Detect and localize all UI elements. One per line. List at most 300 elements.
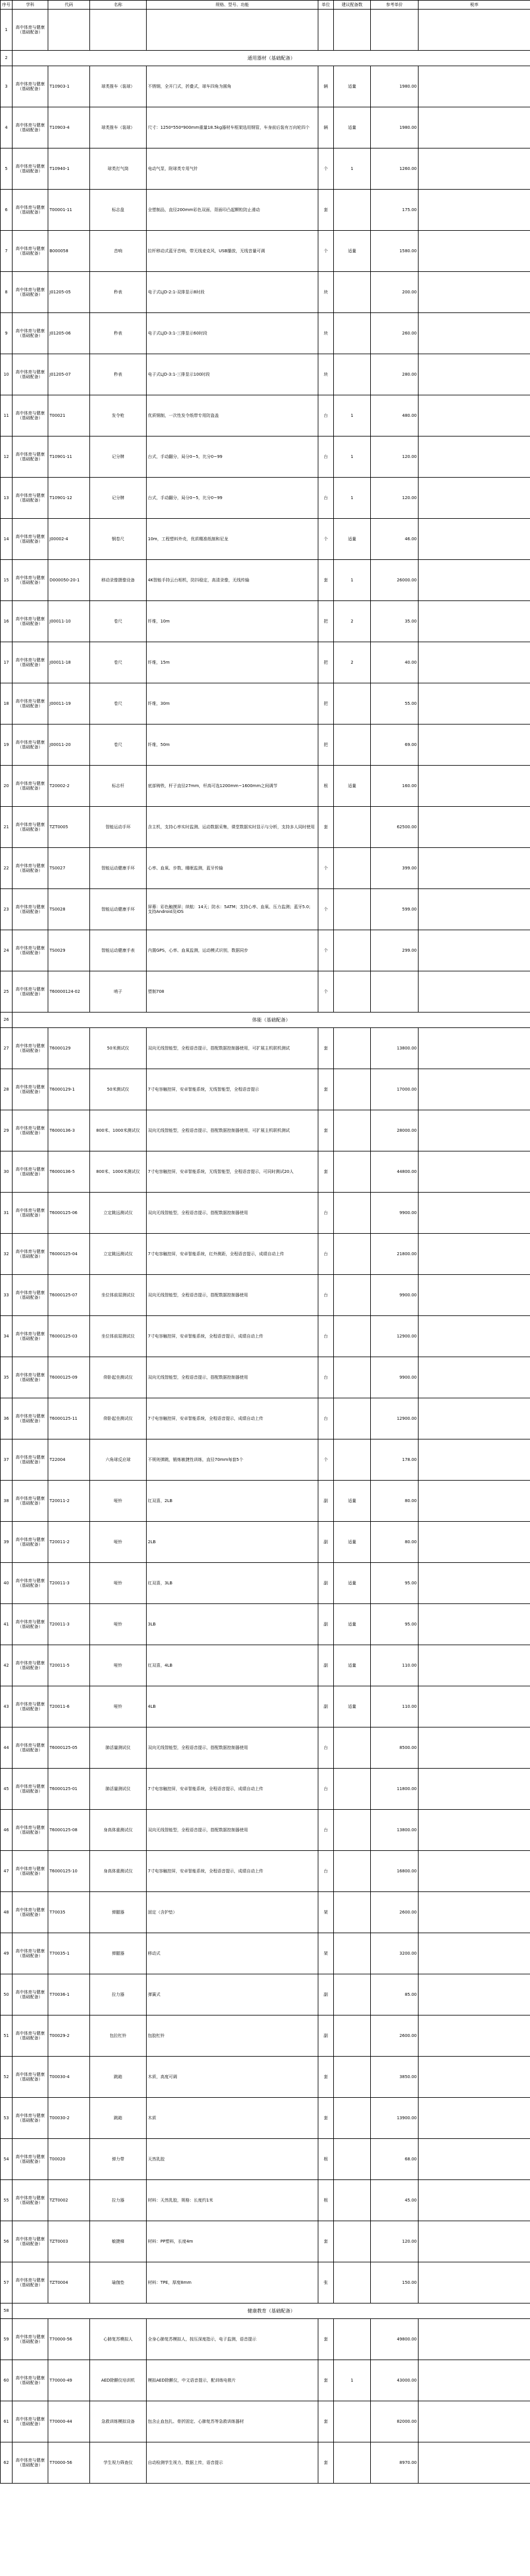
cell-name: 标志杆	[90, 766, 147, 807]
cell-spec: 纤维，50m	[147, 724, 318, 766]
table-row	[1, 1851, 530, 1892]
cell-subject: 高中体育与健康（基础配备）	[13, 930, 48, 971]
cell-subject: 高中体育与健康（基础配备）	[13, 1563, 48, 1604]
cell-qty: 适量	[334, 1686, 371, 1727]
cell-name: 敏捷梯	[90, 2221, 147, 2262]
cell-unit: 台	[318, 395, 334, 436]
cell-qty	[334, 889, 371, 930]
cell-code: T20011-5	[48, 1645, 90, 1686]
cell-code: T6000129	[48, 1028, 90, 1069]
cell-unit: 根	[318, 766, 334, 807]
cell-qty	[334, 971, 371, 1013]
cell-qty	[334, 2221, 371, 2262]
cell-subject: 高中体育与健康（基础配备）	[13, 519, 48, 560]
table-row	[1, 2262, 530, 2303]
cell-unit: 个	[318, 231, 334, 272]
cell-subject: 高中体育与健康（基础配备）	[13, 107, 48, 148]
cell-qty	[334, 1275, 371, 1316]
cell-code: B000058	[48, 231, 90, 272]
table-row	[1, 313, 530, 354]
cell-spec: 红双喜，4LB	[147, 1645, 318, 1686]
cell-spec: 底部铸铁，杆子直径27mm，杆高可选1200mm~1600mm之间调节	[147, 766, 318, 807]
cell-tax	[419, 1275, 530, 1316]
cell-unit: 台	[318, 1275, 334, 1316]
cell-price: 150.00	[371, 2262, 419, 2303]
cell-qty: 适量	[334, 1481, 371, 1522]
cell-subject: 高中体育与健康（基础配备）	[13, 313, 48, 354]
cell-qty	[334, 1933, 371, 1974]
cell-seq: 4	[1, 107, 13, 148]
cell-spec: 屏幕：彩色触摸屏；续航：14天；防水：5ATM；支持心率、血氧、压力监测；蓝牙5.0；支持Android及iOS	[147, 889, 318, 930]
cell-subject: 高中体育与健康（基础配备）	[13, 601, 48, 642]
cell-name: 50米测试仪	[90, 1069, 147, 1110]
cell-price: 120.00	[371, 2221, 419, 2262]
cell-subject: 高中体育与健康（基础配备）	[13, 560, 48, 601]
cell-tax	[419, 1398, 530, 1439]
cell-tax	[419, 1769, 530, 1810]
cell-unit: 把	[318, 642, 334, 683]
table-row	[1, 2360, 530, 2401]
cell-qty	[334, 1892, 371, 1933]
cell-name: 卷尺	[90, 642, 147, 683]
cell-tax	[419, 642, 530, 683]
cell-qty	[334, 1110, 371, 1151]
cell-seq: 26	[1, 1013, 13, 1028]
cell-price: 85.00	[371, 1974, 419, 2015]
table-row	[1, 1234, 530, 1275]
cell-unit: 台	[318, 436, 334, 478]
cell-price: 9900.00	[371, 1357, 419, 1398]
cell-qty	[334, 1810, 371, 1851]
cell-tax	[419, 2098, 530, 2139]
cell-spec: 塑制708	[147, 971, 318, 1013]
table-row	[1, 1604, 530, 1645]
cell-seq: 62	[1, 2442, 13, 2484]
cell-tax	[419, 560, 530, 601]
cell-subject: 高中体育与健康（基础配备）	[13, 2262, 48, 2303]
cell-qty	[334, 1769, 371, 1810]
cell-spec: 含主机，支持心率实时监测、运动数据采集，课堂数据实时显示与分析，支持多人同时使用	[147, 807, 318, 848]
cell-price: 62500.00	[371, 807, 419, 848]
cell-code: J00011-10	[48, 601, 90, 642]
cell-tax	[419, 1604, 530, 1645]
cell-qty: 1	[334, 436, 371, 478]
cell-price: 260.00	[371, 313, 419, 354]
table-row	[1, 1727, 530, 1769]
cell-code: TZT0004	[48, 2262, 90, 2303]
cell-price: 2600.00	[371, 2015, 419, 2057]
cell-name: 球类推车（装球）	[90, 66, 147, 107]
cell-unit: 副	[318, 1481, 334, 1522]
cell-code: T00021	[48, 395, 90, 436]
cell-name: 智能运动健康手表	[90, 930, 147, 971]
cell-seq: 12	[1, 436, 13, 478]
cell-name: 智能运动健康手环	[90, 889, 147, 930]
cell-code: T6000125-10	[48, 1851, 90, 1892]
cell-name: 身高体重测试仪	[90, 1851, 147, 1892]
cell-code: T20011-2	[48, 1481, 90, 1522]
cell-unit: 套	[318, 1151, 334, 1193]
cell-price: 160.00	[371, 766, 419, 807]
cell-tax	[419, 1481, 530, 1522]
table-row	[1, 2221, 530, 2262]
cell-seq: 33	[1, 1275, 13, 1316]
cell-tax	[419, 231, 530, 272]
header-code: 代码	[48, 1, 90, 10]
cell-qty: 1	[334, 2360, 371, 2401]
cell-price: 399.00	[371, 848, 419, 889]
table-row	[1, 1974, 530, 2015]
table-row	[1, 2401, 530, 2442]
cell-unit: 套	[318, 2098, 334, 2139]
cell-price: 28000.00	[371, 1110, 419, 1151]
cell-subject: 高中体育与健康（基础配备）	[13, 889, 48, 930]
cell-qty	[334, 1069, 371, 1110]
cell-code: T6000136-3	[48, 1110, 90, 1151]
cell-subject: 高中体育与健康（基础配备）	[13, 2098, 48, 2139]
cell-tax	[419, 766, 530, 807]
cell-tax	[419, 10, 530, 51]
cell-code: T6000125-07	[48, 1275, 90, 1316]
cell-code: T6000129-1	[48, 1069, 90, 1110]
table-row	[1, 848, 530, 889]
table-row	[1, 1481, 530, 1522]
cell-unit: 架	[318, 1892, 334, 1933]
cell-name: 800米、1000米测试仪	[90, 1110, 147, 1151]
cell-qty	[334, 2098, 371, 2139]
cell-name: 哑铃	[90, 1563, 147, 1604]
table-row	[1, 107, 530, 148]
cell-tax	[419, 190, 530, 231]
cell-unit: 台	[318, 1398, 334, 1439]
cell-unit: 台	[318, 1193, 334, 1234]
cell-subject: 高中体育与健康（基础配备）	[13, 1028, 48, 1069]
cell-subject: 高中体育与健康（基础配备）	[13, 1069, 48, 1110]
cell-unit: 把	[318, 601, 334, 642]
cell-seq: 5	[1, 148, 13, 190]
cell-seq: 41	[1, 1604, 13, 1645]
cell-qty	[334, 2262, 371, 2303]
cell-price: 9900.00	[371, 1275, 419, 1316]
cell-seq: 39	[1, 1522, 13, 1563]
cell-seq: 56	[1, 2221, 13, 2262]
cell-tax	[419, 395, 530, 436]
cell-price: 44800.00	[371, 1151, 419, 1193]
cell-code: D000050-20-1	[48, 560, 90, 601]
cell-subject: 高中体育与健康（基础配备）	[13, 1686, 48, 1727]
cell-seq: 43	[1, 1686, 13, 1727]
cell-qty	[334, 1028, 371, 1069]
cell-name: 心肺复苏模拟人	[90, 2319, 147, 2360]
cell-code: T20011-6	[48, 1686, 90, 1727]
cell-tax	[419, 354, 530, 395]
header-name: 名称	[90, 1, 147, 10]
cell-name: 50米测试仪	[90, 1028, 147, 1069]
table-row	[1, 1439, 530, 1481]
cell-unit: 套	[318, 807, 334, 848]
cell-spec: 电子式LJD-2:1-双排显示8时段	[147, 272, 318, 313]
cell-subject: 高中体育与健康（基础配备）	[13, 231, 48, 272]
cell-qty	[334, 683, 371, 724]
cell-qty	[334, 354, 371, 395]
cell-code: T22004	[48, 1439, 90, 1481]
cell-spec: 电子式LJD-3:1-三排显示100时段	[147, 354, 318, 395]
cell-code: T20002-2	[48, 766, 90, 807]
cell-unit: 台	[318, 1357, 334, 1398]
cell-code: J00011-18	[48, 642, 90, 683]
table-header	[1, 1, 530, 10]
cell-price: 13800.00	[371, 1028, 419, 1069]
cell-code: T00001-11	[48, 190, 90, 231]
cell-code: T10903-4	[48, 107, 90, 148]
cell-subject: 高中体育与健康（基础配备）	[13, 1727, 48, 1769]
cell-subject: 高中体育与健康（基础配备）	[13, 1810, 48, 1851]
cell-spec: 天然乳胶	[147, 2139, 318, 2180]
cell-spec: 弹簧式	[147, 1974, 318, 2015]
cell-subject: 高中体育与健康（基础配备）	[13, 2360, 48, 2401]
cell-subject: 高中体育与健康（基础配备）	[13, 1110, 48, 1151]
cell-code: T70035-1	[48, 1933, 90, 1974]
cell-code: TS0029	[48, 930, 90, 971]
cell-qty: 2	[334, 601, 371, 642]
cell-subject: 高中体育与健康（基础配备）	[13, 2221, 48, 2262]
cell-code: T60000124-02	[48, 971, 90, 1013]
cell-qty: 适量	[334, 231, 371, 272]
cell-spec: 心率、血氧、步数、睡眠监测，蓝牙传输	[147, 848, 318, 889]
cell-unit: 台	[318, 1851, 334, 1892]
cell-name: 急救训练模拟设备	[90, 2401, 147, 2442]
cell-unit: 个	[318, 148, 334, 190]
cell-spec: 不锈钢，全开门式，折叠式，球车四角为圆角	[147, 66, 318, 107]
cell-name: 弹腿器	[90, 1892, 147, 1933]
cell-code: T20011-2	[48, 1522, 90, 1563]
cell-price: 35.00	[371, 601, 419, 642]
cell-code: J00011-19	[48, 683, 90, 724]
cell-seq: 48	[1, 1892, 13, 1933]
cell-subject: 高中体育与健康（基础配备）	[13, 2180, 48, 2221]
cell-tax	[419, 1069, 530, 1110]
cell-unit: 台	[318, 1810, 334, 1851]
cell-name: 球类打气筒	[90, 148, 147, 190]
cell-price: 13900.00	[371, 2098, 419, 2139]
cell-spec: 双向无线智能型，全程语音提示，搭配数据控制器使用	[147, 1357, 318, 1398]
cell-subject: 高中体育与健康（基础配备）	[13, 478, 48, 519]
header-seq: 序号	[1, 1, 13, 10]
cell-name: 秒表	[90, 272, 147, 313]
cell-seq: 10	[1, 354, 13, 395]
cell-code: J00002-4	[48, 519, 90, 560]
cell-spec: 台式，手动翻分，局分0~5，比分0~99	[147, 478, 318, 519]
cell-name: 记分牌	[90, 436, 147, 478]
cell-tax	[419, 1110, 530, 1151]
cell-price: 11800.00	[371, 1769, 419, 1810]
cell-qty: 1	[334, 560, 371, 601]
cell-code: T20011-3	[48, 1563, 90, 1604]
cell-spec: 包胶杠铃	[147, 2015, 318, 2057]
cell-seq: 23	[1, 889, 13, 930]
cell-seq: 27	[1, 1028, 13, 1069]
cell-qty	[334, 2015, 371, 2057]
cell-qty: 1	[334, 148, 371, 190]
cell-qty	[334, 807, 371, 848]
cell-subject: 高中体育与健康（基础配备）	[13, 272, 48, 313]
header-spec: 规格、型号、功能	[147, 1, 318, 10]
cell-tax	[419, 1193, 530, 1234]
cell-tax	[419, 807, 530, 848]
cell-unit: 副	[318, 1563, 334, 1604]
cell-seq: 54	[1, 2139, 13, 2180]
cell-unit: 副	[318, 1604, 334, 1645]
cell-price: 26000.00	[371, 560, 419, 601]
cell-tax	[419, 848, 530, 889]
cell-seq: 8	[1, 272, 13, 313]
table-row	[1, 1275, 530, 1316]
cell-seq: 24	[1, 930, 13, 971]
cell-qty	[334, 1316, 371, 1357]
cell-seq: 37	[1, 1439, 13, 1481]
cell-price: 12900.00	[371, 1316, 419, 1357]
section-title: 健康教育（基础配备）	[13, 2303, 530, 2319]
cell-price: 280.00	[371, 354, 419, 395]
cell-price: 95.00	[371, 1563, 419, 1604]
cell-name: AED除颤仪培训机	[90, 2360, 147, 2401]
table-row	[1, 560, 530, 601]
cell-subject: 高中体育与健康（基础配备）	[13, 724, 48, 766]
cell-tax	[419, 1933, 530, 1974]
table-row	[1, 2015, 530, 2057]
cell-spec: 包含止血包扎、骨折固定、心肺复苏等急救训练器材	[147, 2401, 318, 2442]
cell-seq: 21	[1, 807, 13, 848]
cell-seq: 22	[1, 848, 13, 889]
cell-seq: 34	[1, 1316, 13, 1357]
cell-qty	[334, 2319, 371, 2360]
table-row	[1, 2057, 530, 2098]
cell-unit: 副	[318, 1686, 334, 1727]
cell-tax	[419, 601, 530, 642]
cell-spec	[147, 10, 318, 51]
cell-subject: 高中体育与健康（基础配备）	[13, 1974, 48, 2015]
cell-spec: 4LB	[147, 1686, 318, 1727]
cell-tax	[419, 2319, 530, 2360]
cell-price: 175.00	[371, 190, 419, 231]
cell-qty	[334, 190, 371, 231]
cell-seq: 46	[1, 1810, 13, 1851]
cell-spec: 内置GPS，心率、血氧监测，运动模式识别，数据同步	[147, 930, 318, 971]
cell-code: T6000125-03	[48, 1316, 90, 1357]
cell-price: 120.00	[371, 478, 419, 519]
cell-name: 哨子	[90, 971, 147, 1013]
cell-seq: 36	[1, 1398, 13, 1439]
cell-seq: 49	[1, 1933, 13, 1974]
cell-unit: 套	[318, 1028, 334, 1069]
cell-qty	[334, 313, 371, 354]
cell-qty	[334, 1398, 371, 1439]
cell-code: TS0027	[48, 848, 90, 889]
cell-price: 8970.00	[371, 2442, 419, 2484]
cell-subject: 高中体育与健康（基础配备）	[13, 190, 48, 231]
cell-tax	[419, 2401, 530, 2442]
cell-code: T00030-2	[48, 2098, 90, 2139]
table-row	[1, 478, 530, 519]
cell-code: T6000125-11	[48, 1398, 90, 1439]
cell-name: 弹腿器	[90, 1933, 147, 1974]
cell-name: 发令枪	[90, 395, 147, 436]
cell-tax	[419, 1439, 530, 1481]
cell-tax	[419, 683, 530, 724]
cell-name: 哑铃	[90, 1604, 147, 1645]
cell-tax	[419, 2180, 530, 2221]
cell-price: 17000.00	[371, 1069, 419, 1110]
cell-seq: 9	[1, 313, 13, 354]
cell-name: 拉力器	[90, 1974, 147, 2015]
cell-code: T6000125-08	[48, 1810, 90, 1851]
cell-subject: 高中体育与健康（基础配备）	[13, 436, 48, 478]
cell-code: J01205-05	[48, 272, 90, 313]
table-row	[1, 1316, 530, 1357]
table-row	[1, 1398, 530, 1439]
cell-seq: 29	[1, 1110, 13, 1151]
cell-unit	[318, 10, 334, 51]
cell-price: 120.00	[371, 436, 419, 478]
cell-qty	[334, 848, 371, 889]
cell-subject: 高中体育与健康（基础配备）	[13, 1645, 48, 1686]
table-row	[1, 601, 530, 642]
cell-spec: 双向无线智能型，全程语音提示，搭配数据控制器使用，可扩展主机联机测试	[147, 1028, 318, 1069]
cell-code: T6000125-06	[48, 1193, 90, 1234]
cell-unit: 套	[318, 1110, 334, 1151]
table-row	[1, 1933, 530, 1974]
cell-unit: 把	[318, 683, 334, 724]
cell-spec: 7寸电容触控屏，安卓智能系统，全程语音提示，成绩自动上传	[147, 1769, 318, 1810]
cell-seq: 61	[1, 2401, 13, 2442]
cell-subject: 高中体育与健康（基础配备）	[13, 1481, 48, 1522]
cell-subject: 高中体育与健康（基础配备）	[13, 642, 48, 683]
cell-seq: 51	[1, 2015, 13, 2057]
cell-tax	[419, 889, 530, 930]
table-row	[1, 1769, 530, 1810]
cell-unit: 套	[318, 2442, 334, 2484]
header-subject: 学科	[13, 1, 48, 10]
table-row	[1, 436, 530, 478]
cell-seq: 6	[1, 190, 13, 231]
cell-name: 拉力器	[90, 2180, 147, 2221]
cell-spec: 双向无线智能型，全程语音提示，搭配数据控制器使用，可扩展主机联机测试	[147, 1110, 318, 1151]
table-row	[1, 148, 530, 190]
cell-price: 3200.00	[371, 1933, 419, 1974]
cell-seq: 15	[1, 560, 13, 601]
header-unit: 单位	[318, 1, 334, 10]
table-row	[1, 354, 530, 395]
cell-spec: 材料：PP塑料，长度4m	[147, 2221, 318, 2262]
cell-spec: 10m，工程塑料外壳，优质精准纸制和尼龙	[147, 519, 318, 560]
cell-subject: 高中体育与健康（基础配备）	[13, 2139, 48, 2180]
cell-subject: 高中体育与健康（基础配备）	[13, 971, 48, 1013]
section-row	[1, 1013, 530, 1028]
cell-code: T20011-3	[48, 1604, 90, 1645]
table-row	[1, 190, 530, 231]
cell-name: 卷尺	[90, 601, 147, 642]
cell-tax	[419, 1234, 530, 1275]
cell-subject: 高中体育与健康（基础配备）	[13, 2057, 48, 2098]
cell-name: 跳箱	[90, 2057, 147, 2098]
cell-name: 卷尺	[90, 683, 147, 724]
cell-unit: 套	[318, 2221, 334, 2262]
cell-price: 21800.00	[371, 1234, 419, 1275]
cell-name: 智能运动健康手环	[90, 848, 147, 889]
cell-subject: 高中体育与健康（基础配备）	[13, 1892, 48, 1933]
cell-subject: 高中体育与健康（基础配备）	[13, 766, 48, 807]
cell-tax	[419, 66, 530, 107]
